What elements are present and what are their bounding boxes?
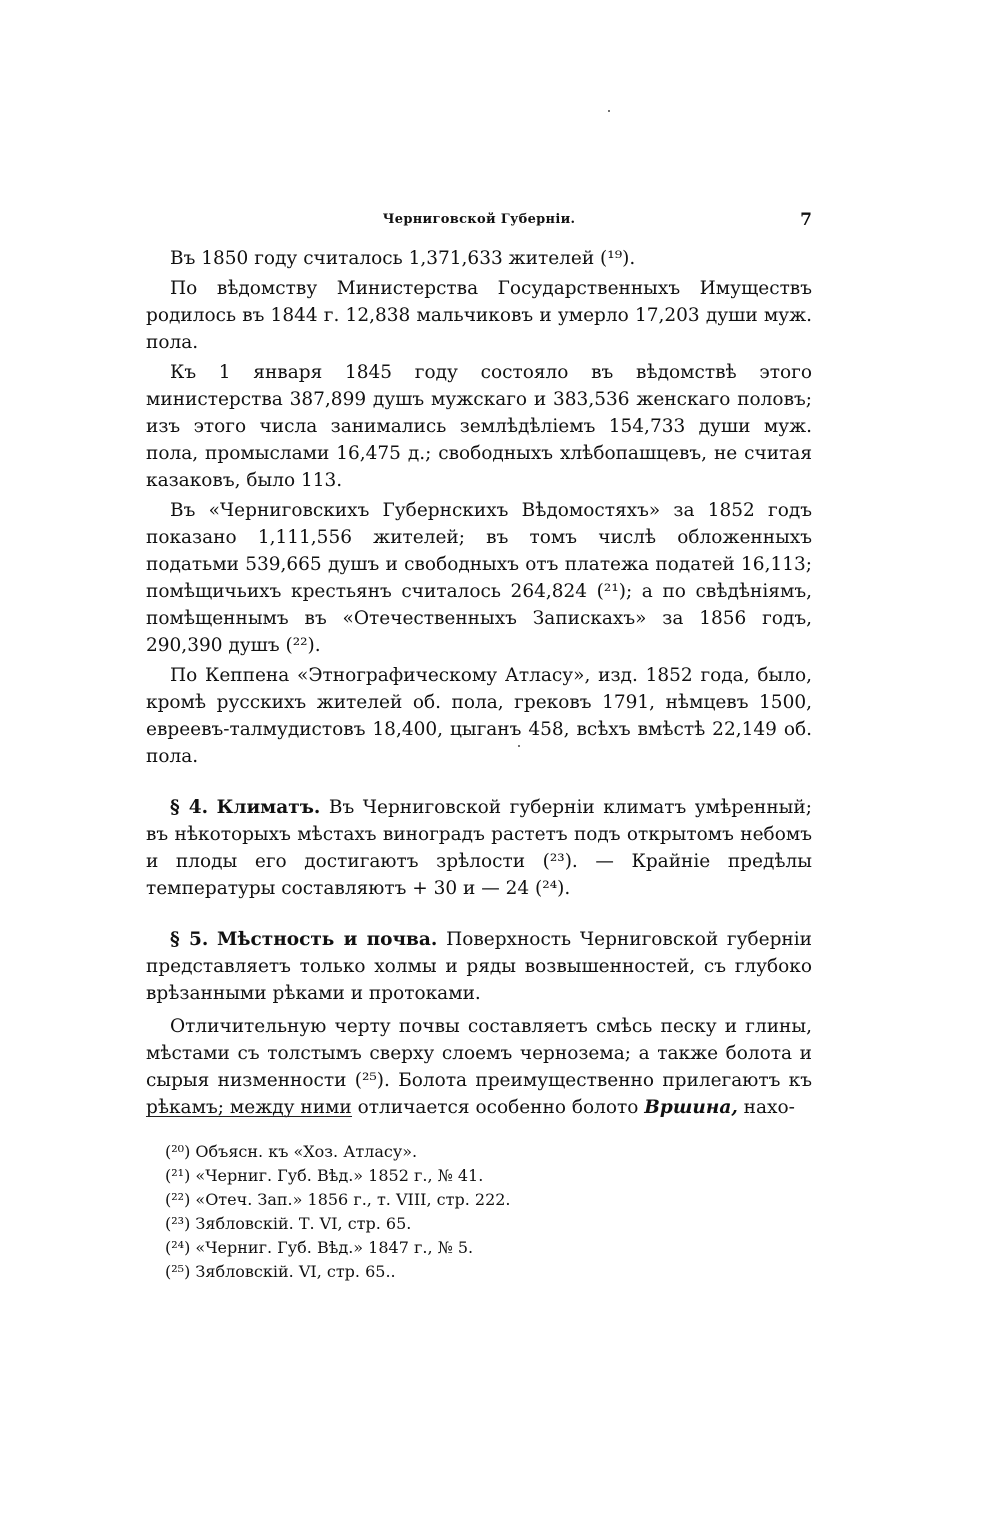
paragraph: Въ 1850 году считалось 1,371,633 жителей (¹⁹).	[170, 248, 636, 269]
section-5-title: Мѣстность и почва.	[216, 929, 438, 950]
body-text	[146, 245, 812, 1124]
section-5-paragraph	[146, 926, 812, 1007]
footnote: (²⁵) Зябловскiй. VI, стр. 65..	[165, 1262, 396, 1281]
section-5-text-after: нахо-	[737, 1097, 795, 1118]
paragraph: По Кеппена «Этнографическому Атласу», изд. 1852 года, было, кромѣ русскихъ жителей об. пола, грековъ 1791, нѣмцевъ 1500, евреевъ-талмудистовъ 18,400, цыганъ 458, всѣхъ вмѣстѣ 22,149 об. пола.	[146, 665, 812, 767]
section-4-title: Климатъ.	[216, 797, 321, 818]
print-speck	[608, 110, 610, 112]
footnote: (²³) Зябловскiй. Т. VI, стр. 65.	[165, 1214, 412, 1233]
paragraph: Въ «Черниговскихъ Губернскихъ Вѣдомостяхъ» за 1852 годъ показано 1,111,556 жителей; въ томъ числѣ обложенныхъ податьми 539,665 душъ и свободныхъ отъ платежа податей 16,113; помѣщичьихъ крестьянъ считалось 264,824 (²¹); а по свѣдѣнiямъ, помѣщеннымъ въ «Отечественныхъ Запискахъ» за 1856 годъ, 290,390 душъ (²²).	[146, 500, 812, 656]
footnotes	[165, 1140, 805, 1284]
italic-term: Вршина,	[644, 1097, 738, 1118]
running-head	[146, 212, 812, 236]
section-5-text: Поверхность Черниговской губернiи представляетъ только холмы и ряды возвышенностей, съ глубоко врѣзанными рѣками и протоками.	[146, 929, 813, 1004]
paragraph: По вѣдомству Министерства Государственныхъ Имуществъ родилось въ 1844 г. 12,838 мальчиковъ и умерло 17,203 души муж. пола.	[146, 278, 812, 353]
section-4-text: Въ Черниговской губернiи климатъ умѣренный; въ нѣкоторыхъ мѣстахъ виноградъ растетъ подъ открытомъ небомъ и плоды его достигаютъ зрѣлости (²³). — Крайнiе предѣлы температуры составляютъ + 30 и — 24 (²⁴).	[146, 797, 812, 899]
section-5-paragraph-2	[146, 1013, 812, 1121]
section-5-text-before: Отличительную черту почвы составляетъ смѣсь песку и глины, мѣстами съ толстымъ сверху слоемъ чернозема; а также болота и сырыя низменности (²⁵). Болота преимущественно прилегаютъ къ рѣкамъ; между ними отличается особенно болото	[146, 1016, 812, 1118]
footnote: (²⁴) «Черниг. Губ. Вѣд.» 1847 г., № 5.	[165, 1238, 474, 1257]
footnote: (²²) «Отеч. Зап.» 1856 г., т. VIII, стр. 222.	[165, 1190, 511, 1209]
footnote-divider	[146, 1116, 352, 1117]
footnote: (²¹) «Черниг. Губ. Вѣд.» 1852 г., № 41.	[165, 1166, 484, 1185]
section-4-paragraph	[146, 794, 812, 902]
section-5-mark: § 5.	[170, 929, 209, 950]
paragraph: Къ 1 января 1845 году состояло въ вѣдомствѣ этого министерства 387,899 душъ мужскаго и 383,536 женскаго половъ; изъ этого числа занимались землѣдѣлiемъ 154,733 души муж. пола, промыслами 16,475 д.; свободныхъ хлѣбопашцевъ, не считая казаковъ, было 113.	[146, 362, 812, 491]
footnote: (²⁰) Объясн. къ «Хоз. Атласу».	[165, 1142, 418, 1161]
section-4-mark: § 4.	[170, 797, 209, 818]
page-number: 7	[800, 210, 812, 230]
running-head-title: Черниговской Губернiи.	[382, 212, 576, 227]
